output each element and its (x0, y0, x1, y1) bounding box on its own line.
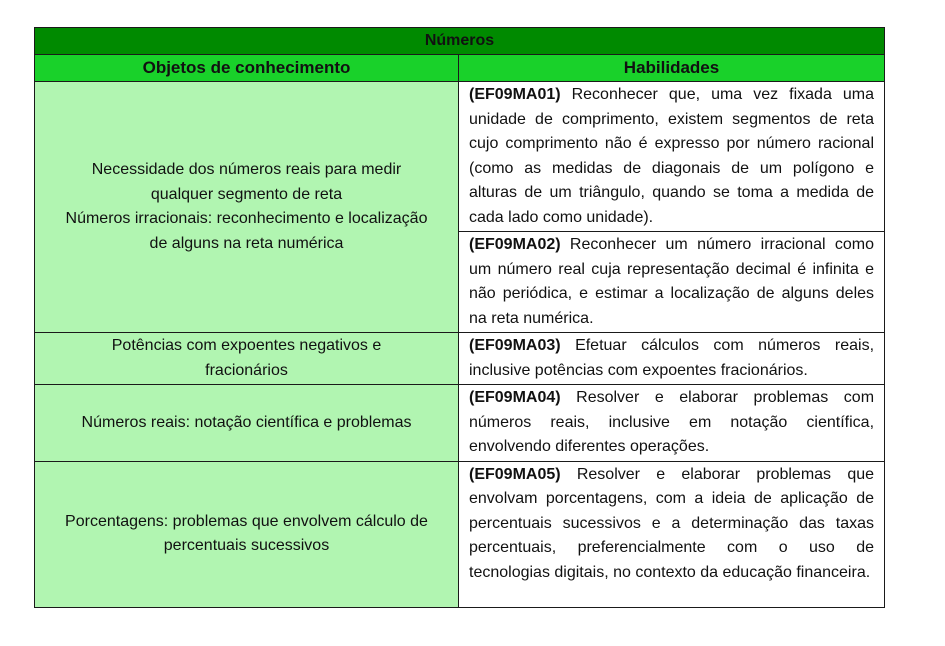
skill-text: Reconhecer que, uma vez fixada uma unidade de comprimento, existem segmentos de reta cujo comprimento não é expresso por número racional (como as medidas de diagonais de um polígono e alturas de um triângulo, quando se toma a medida de cada lado como unidade). (469, 86, 875, 226)
skill-text: Reconhecer um número irracional como um número real cuja representação decimal é infinita e não periódica, e estimar a localização de alguns deles na reta numérica. (469, 236, 875, 327)
header-skills: Habilidades (459, 55, 885, 82)
header-objects: Objetos de conhecimento (35, 55, 459, 82)
table-row (35, 385, 885, 462)
object-cell (35, 82, 459, 333)
skill-cell (459, 333, 885, 385)
skill-code: (EF09MA05) (469, 465, 561, 483)
object-text: Potências com expoentes negativos e fracionários (111, 337, 382, 379)
skill-code: (EF09MA04) (469, 389, 561, 406)
object-text: Porcentagens: problemas que envolvem cálculo de percentuais sucessivos (65, 512, 428, 554)
object-cell (35, 461, 459, 607)
curriculum-table (34, 27, 885, 608)
table-title: Números (35, 28, 885, 55)
object-cell (35, 385, 459, 462)
object-text: Números irracionais: reconhecimento e localização de alguns na reta numérica (65, 210, 428, 252)
skill-cell (459, 385, 885, 462)
object-cell (35, 333, 459, 385)
skill-cell (459, 232, 885, 333)
table-row (35, 82, 885, 232)
skill-text: Efetuar cálculos com números reais, inclusive potências com expoentes fracionários. (469, 337, 875, 379)
object-text: Necessidade dos números reais para medir qualquer segmento de reta (91, 161, 402, 203)
skill-code: (EF09MA01) (469, 86, 561, 103)
skill-text: Resolver e elaborar problemas que envolvam porcentagens, com a ideia de aplicação de percentuais sucessivos e a determinação das taxas percentuais, preferencialmente com o uso de tecnologias digitais, no contexto da educação financeira. (469, 465, 875, 581)
skill-cell (459, 461, 885, 607)
table-row (35, 333, 885, 385)
object-text: Números reais: notação científica e problemas (81, 413, 412, 431)
skill-cell (459, 82, 885, 232)
skill-text: Resolver e elaborar problemas com números reais, inclusive em notação científica, envolvendo diferentes operações. (469, 389, 875, 455)
skill-code: (EF09MA02) (469, 236, 561, 253)
skill-code: (EF09MA03) (469, 337, 561, 354)
table-row (35, 461, 885, 607)
